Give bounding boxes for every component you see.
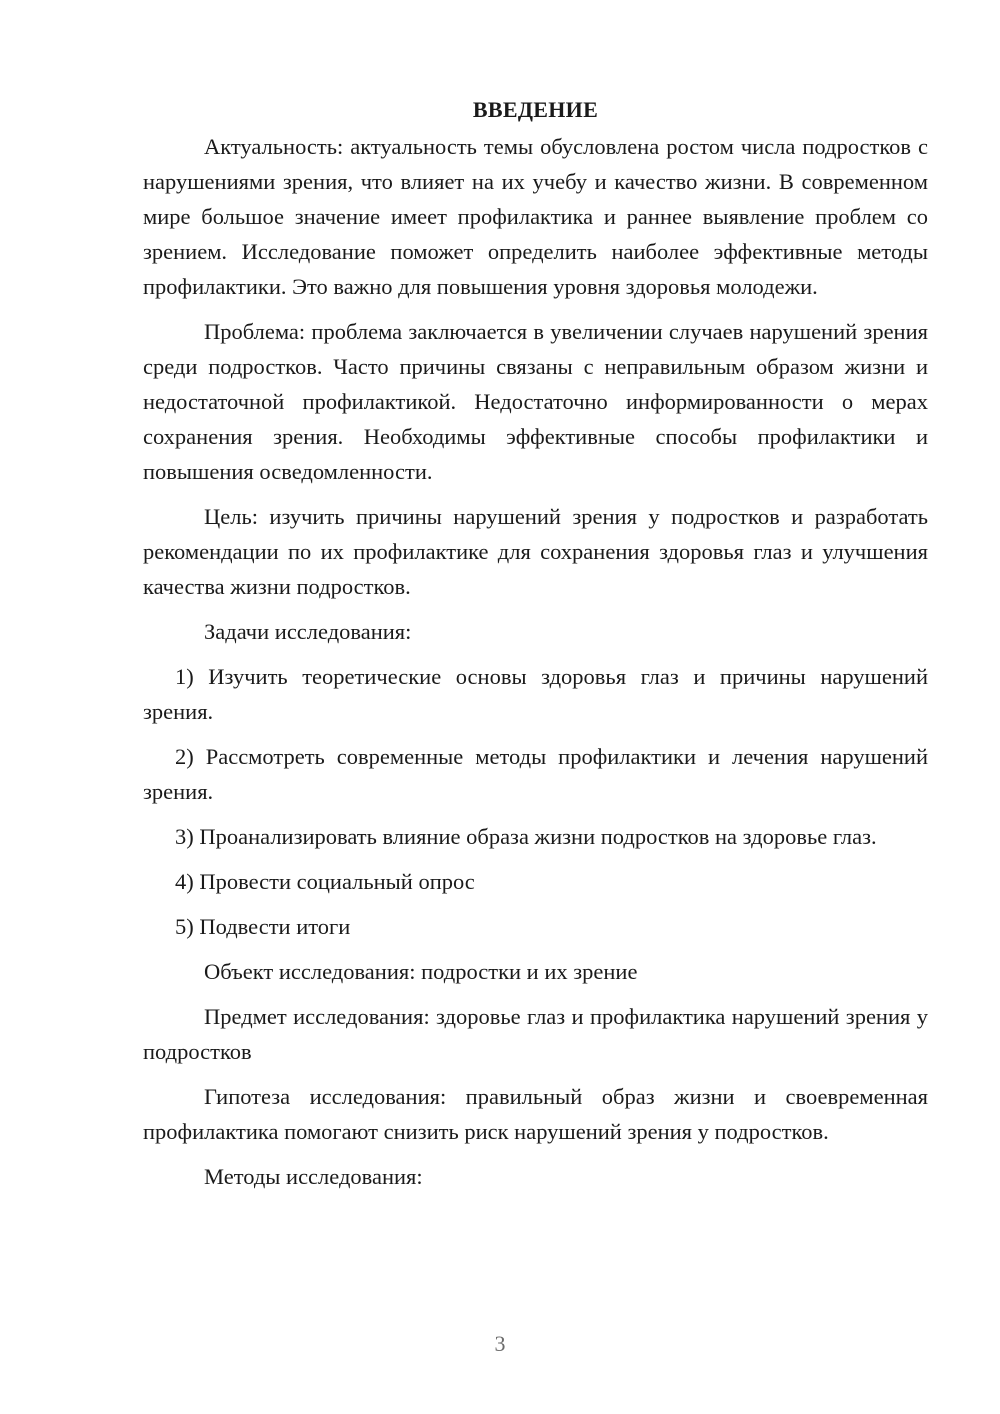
paragraph-hypothesis: Гипотеза исследования: правильный образ жизни и своевременная профилактика помогают снизить риск нарушений зрения у подростков. <box>143 1084 928 1144</box>
task-item: 1) Изучить теоретические основы здоровья глаз и причины нарушений зрения. <box>143 664 928 724</box>
task-item: 4) Провести социальный опрос <box>175 869 475 894</box>
paragraph-tasks-heading: Задачи исследования: <box>204 619 412 644</box>
paragraph-goal: Цель: изучить причины нарушений зрения у подростков и разработать рекомендации по их профилактике для сохранения здоровья глаз и улучшения качества жизни подростков. <box>143 504 928 599</box>
paragraph-relevance: Актуальность: актуальность темы обусловлена ростом числа подростков с нарушениями зрения, что влияет на их учебу и качество жизни. В современном мире большое значение имеет профилактика и раннее выявление проблем со зрением. Исследование поможет определить наиболее эффективные методы профилактики. Это важно для повышения уровня здоровья молодежи. <box>143 134 928 299</box>
task-item: 5) Подвести итоги <box>175 914 351 939</box>
task-item: 2) Рассмотреть современные методы профилактики и лечения нарушений зрения. <box>143 744 928 804</box>
document-page <box>143 92 928 1204</box>
page-number: 3 <box>494 1331 506 1356</box>
paragraph-object: Объект исследования: подростки и их зрение <box>204 959 638 984</box>
section-title: ВВЕДЕНИЕ <box>472 97 599 122</box>
paragraph-problem: Проблема: проблема заключается в увеличении случаев нарушений зрения среди подростков. Часто причины связаны с неправильным образом жизни и недостаточной профилактикой. Недостаточно информированности о мерах сохранения зрения. Необходимы эффективные способы профилактики и повышения осведомленности. <box>143 319 928 484</box>
task-item: 3) Проанализировать влияние образа жизни подростков на здоровье глаз. <box>175 824 877 849</box>
paragraph-methods: Методы исследования: <box>204 1164 423 1189</box>
paragraph-subject: Предмет исследования: здоровье глаз и профилактика нарушений зрения у подростков <box>143 1004 928 1064</box>
